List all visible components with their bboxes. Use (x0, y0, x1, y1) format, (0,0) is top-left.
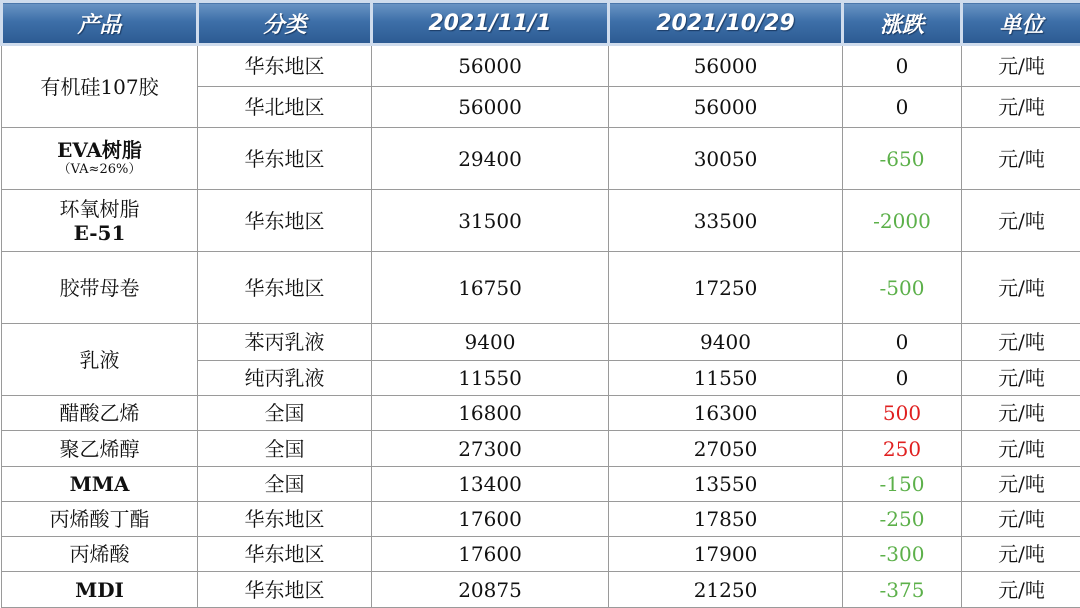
value-date-1: 13400 (372, 467, 609, 502)
value-date-1: 16750 (372, 252, 609, 324)
unit-cell: 元/吨 (962, 324, 1080, 361)
unit-cell: 元/吨 (962, 252, 1080, 324)
value-date-1: 27300 (372, 431, 609, 467)
category-cell: 华东地区 (198, 502, 372, 537)
value-date-1: 29400 (372, 128, 609, 190)
value-date-2: 30050 (609, 128, 843, 190)
header-date-2: 2021/10/29 (609, 2, 843, 45)
table-row (2, 45, 1080, 87)
change-cell: -150 (843, 467, 962, 502)
table-row (2, 537, 1080, 572)
value-date-2: 13550 (609, 467, 843, 502)
header-category: 分类 (198, 2, 372, 45)
change-cell: -2000 (843, 190, 962, 252)
unit-cell: 元/吨 (962, 128, 1080, 190)
value-date-1: 17600 (372, 502, 609, 537)
value-date-2: 56000 (609, 45, 843, 87)
category-cell: 华东地区 (198, 45, 372, 87)
category-cell: 华东地区 (198, 252, 372, 324)
value-date-2: 21250 (609, 572, 843, 608)
category-cell: 纯丙乳液 (198, 361, 372, 396)
table-row (2, 324, 1080, 361)
value-date-1: 56000 (372, 45, 609, 87)
value-date-1: 31500 (372, 190, 609, 252)
category-cell: 全国 (198, 396, 372, 431)
unit-cell: 元/吨 (962, 361, 1080, 396)
unit-cell: 元/吨 (962, 537, 1080, 572)
category-cell: 华东地区 (198, 128, 372, 190)
header-change: 涨跌 (843, 2, 962, 45)
value-date-1: 9400 (372, 324, 609, 361)
product-cell: 有机硅107胶 (2, 45, 198, 128)
product-grade: E-51 (73, 220, 126, 245)
change-cell: -500 (843, 252, 962, 324)
table-row (2, 431, 1080, 467)
unit-cell: 元/吨 (962, 572, 1080, 608)
header-row (2, 2, 1080, 45)
category-cell: 华东地区 (198, 190, 372, 252)
category-cell: 华北地区 (198, 87, 372, 128)
value-date-2: 17850 (609, 502, 843, 537)
unit-cell: 元/吨 (962, 190, 1080, 252)
product-cell: 丙烯酸 (2, 537, 198, 572)
unit-cell: 元/吨 (962, 431, 1080, 467)
table-row (2, 190, 1080, 252)
product-cell: 醋酸乙烯 (2, 396, 198, 431)
category-cell: 苯丙乳液 (198, 324, 372, 361)
value-date-2: 17250 (609, 252, 843, 324)
value-date-2: 11550 (609, 361, 843, 396)
category-cell: 全国 (198, 467, 372, 502)
product-cell (2, 128, 198, 190)
change-cell: 0 (843, 87, 962, 128)
table-row (2, 128, 1080, 190)
unit-cell: 元/吨 (962, 502, 1080, 537)
change-cell: 0 (843, 45, 962, 87)
value-date-2: 56000 (609, 87, 843, 128)
product-cell: MMA (2, 467, 198, 502)
table-row (2, 252, 1080, 324)
product-cell (2, 190, 198, 252)
change-cell: 0 (843, 361, 962, 396)
value-date-1: 56000 (372, 87, 609, 128)
unit-cell: 元/吨 (962, 87, 1080, 128)
unit-cell: 元/吨 (962, 467, 1080, 502)
header-product: 产品 (2, 2, 198, 45)
category-cell: 华东地区 (198, 537, 372, 572)
change-cell: -250 (843, 502, 962, 537)
header-unit: 单位 (962, 2, 1080, 45)
value-date-2: 27050 (609, 431, 843, 467)
product-cell: 聚乙烯醇 (2, 431, 198, 467)
product-cell: 乳液 (2, 324, 198, 396)
unit-cell: 元/吨 (962, 45, 1080, 87)
product-name: 环氧树脂 (59, 196, 140, 221)
value-date-2: 17900 (609, 537, 843, 572)
value-date-2: 33500 (609, 190, 843, 252)
value-date-1: 17600 (372, 537, 609, 572)
change-cell: 0 (843, 324, 962, 361)
category-cell: 华东地区 (198, 572, 372, 608)
product-cell: MDI (2, 572, 198, 608)
product-cell: 胶带母卷 (2, 252, 198, 324)
change-cell: 500 (843, 396, 962, 431)
table-row (2, 467, 1080, 502)
product-name: EVA树脂 (57, 138, 142, 163)
value-date-2: 16300 (609, 396, 843, 431)
value-date-2: 9400 (609, 324, 843, 361)
header-date-1: 2021/11/1 (372, 2, 609, 45)
table-row (2, 502, 1080, 537)
value-date-1: 11550 (372, 361, 609, 396)
table-row (2, 572, 1080, 608)
change-cell: 250 (843, 431, 962, 467)
change-cell: -300 (843, 537, 962, 572)
category-cell: 全国 (198, 431, 372, 467)
table-row (2, 396, 1080, 431)
value-date-1: 20875 (372, 572, 609, 608)
change-cell: -650 (843, 128, 962, 190)
unit-cell: 元/吨 (962, 396, 1080, 431)
product-cell: 丙烯酸丁酯 (2, 502, 198, 537)
value-date-1: 16800 (372, 396, 609, 431)
product-note: （VA≈26%） (57, 162, 142, 178)
change-cell: -375 (843, 572, 962, 608)
